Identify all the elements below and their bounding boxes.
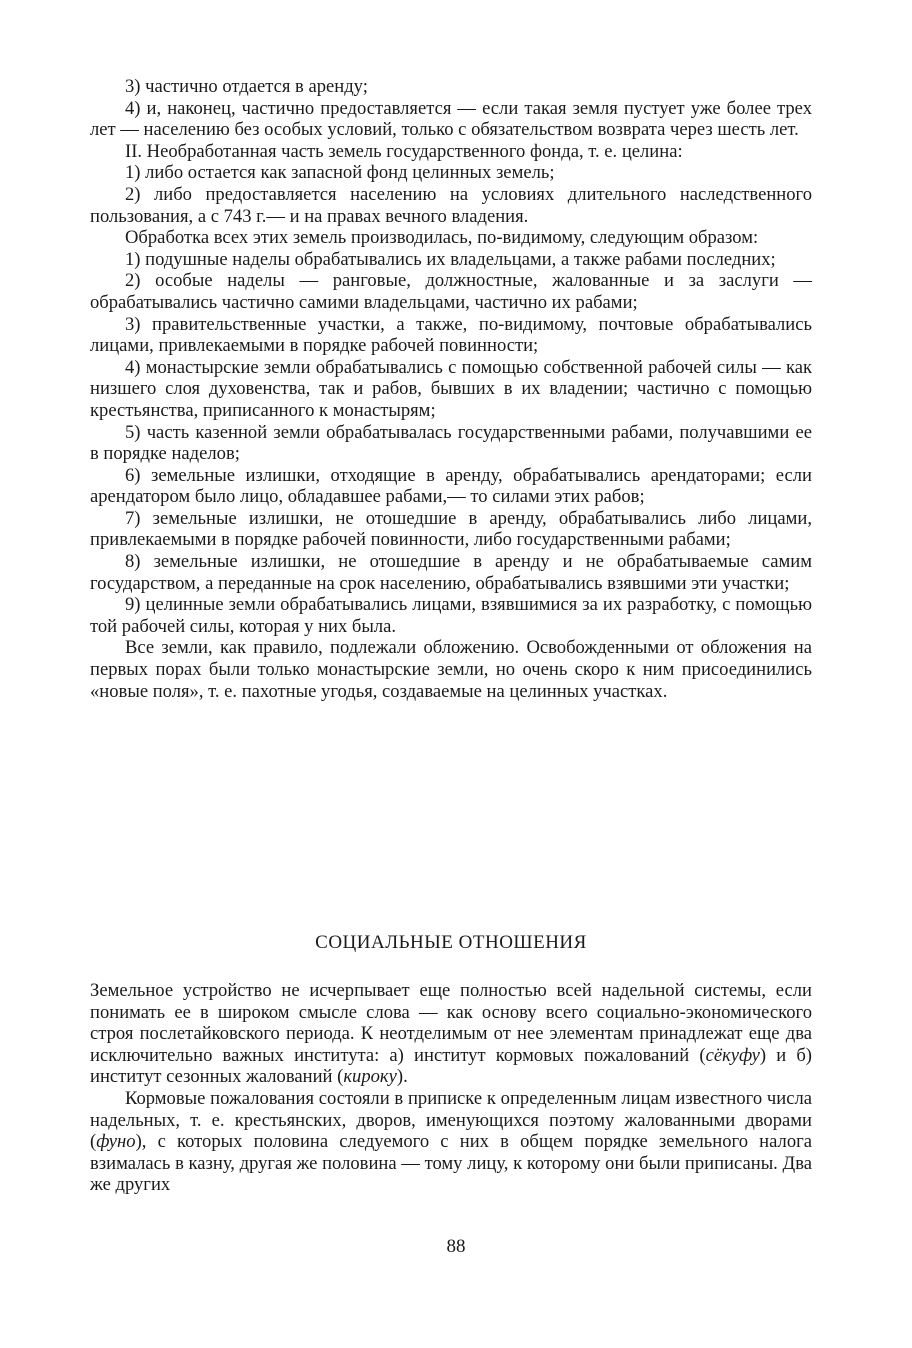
paragraph: 3) частично отдается в аренду;	[125, 76, 368, 97]
paragraph: II. Необработанная часть земель государственного фонда, т. е. целина:	[125, 140, 683, 162]
paragraph: 9) целинные земли обрабатывались лицами, взявшимися за их разработку, с помощью той рабочей силы, которая у них была.	[90, 594, 812, 637]
paragraph: 5) часть казенной земли обрабатывалась государственными рабами, получавшими ее в порядке наделов;	[90, 421, 812, 465]
paragraph: 6) земельные излишки, отходящие в аренду, обрабатывались арендаторами; если арендатором было лицо, обладавшее рабами,— то силами этих рабов;	[90, 464, 812, 508]
paragraph: 1) подушные наделы обрабатывались их владельцами, а также рабами последних;	[125, 248, 776, 270]
lower-text-block	[90, 980, 812, 1196]
text-run: ), с которых половина следуемого с них в общем порядке земельного налога взималась в казну, другая же половина — тому лицу, к которому они были приписаны. Два же других	[90, 1131, 812, 1196]
page-number: 88	[446, 1236, 466, 1257]
text-run: ).	[396, 1066, 408, 1088]
japanese-term: сёкуфу	[705, 1044, 760, 1066]
japanese-term: фуно	[96, 1131, 136, 1153]
paragraph: 2) особые наделы — ранговые, должностные, жалованные и за заслуги — обрабатывались частично самими владельцами, частично их рабами;	[90, 270, 812, 313]
paragraph: Все земли, как правило, подлежали обложению. Освобожденными от обложения на первых порах были только монастырские земли, но очень скоро к ним присоединились «новые поля», т. е. пахотные угодья, создаваемые на целинных участках.	[90, 637, 812, 702]
text-run: Кормовые пожалования состояли в приписке к определенным лицам известного числа надельных, т. е. крестьянских, дворов, именующихся поэтому жалованными дворами (	[90, 1087, 812, 1153]
paragraph	[90, 980, 812, 1088]
paragraph: 2) либо предоставляется населению на условиях длительного наследственного пользования, а с 743 г.— и на правах вечного владения.	[90, 183, 812, 227]
paragraph: 7) земельные излишки, не отошедшие в аренду, обрабатывались либо лицами, привлекаемыми в порядке рабочей повинности, либо государственными рабами;	[90, 507, 812, 551]
paragraph: 8) земельные излишки, не отошедшие в аренду и не обрабатываемые самим государством, а переданные на срок населению, обрабатывались взявшими эти участки;	[90, 551, 812, 594]
paragraph: 3) правительственные участки, а также, по-видимому, почтовые обрабатывались лицами, привлекаемыми в порядке рабочей повинности;	[90, 313, 812, 357]
paragraph: 1) либо остается как запасной фонд целинных земель;	[125, 162, 555, 184]
upper-text-block	[90, 76, 812, 702]
paragraph	[90, 1088, 812, 1196]
text-run: Земельное устройство не исчерпывает еще полностью всей надельной системы, если понимать ее в широком смысле слова — как основу всего социально-экономического строя послетайковского периода. К неотделимым от нее элементам принадлежат еще два исключительно важных института: а) институт кормовых пожалований (	[90, 980, 812, 1066]
paragraph: Обработка всех этих земель производилась, по-видимому, следующим образом:	[125, 227, 759, 249]
text-run: ) и б) институт сезонных жалований (	[90, 1044, 812, 1088]
japanese-term: кироку	[343, 1066, 397, 1088]
paragraph: 4) монастырские земли обрабатывались с помощью собственной рабочей силы — как низшего слоя духовенства, так и рабов, бывших в их владении; частично с помощью крестьянства, приписанного к монастырям;	[90, 356, 812, 421]
section-heading: СОЦИАЛЬНЫЕ ОТНОШЕНИЯ	[315, 932, 587, 953]
paragraph: 4) и, наконец, частично предоставляется — если такая земля пустует уже более трех лет — населению без особых условий, только с обязательством возврата через шесть лет.	[90, 97, 812, 141]
